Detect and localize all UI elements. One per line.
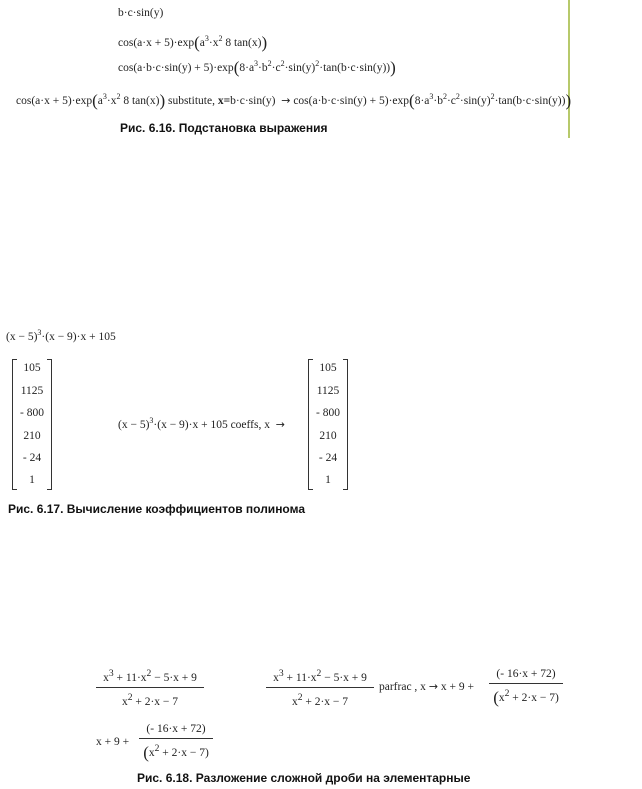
matrix-cell: 1125 <box>316 385 340 397</box>
expr-sub-exp2-b: 2 <box>267 59 272 68</box>
caption-fig-6-17: Рис. 6.17. Вычисление коэффициентов полинома <box>8 502 305 516</box>
fraction-bar <box>266 687 374 688</box>
matrix-bracket-left <box>308 359 313 490</box>
substitute-command[interactable] <box>16 92 571 108</box>
substitute-eq: = <box>223 95 231 107</box>
fraction-denominator: $x^2 + 2\cdot x - 7$ <box>121 691 179 708</box>
symbolic-arrow-icon: → <box>275 418 285 431</box>
cmd-a: a <box>97 95 103 107</box>
expr-sub-e: ·tan(b·c·sin(y)) <box>319 62 391 74</box>
fraction-definition[interactable] <box>96 667 204 709</box>
caption-fig-6-16: Рис. 6.16. Подстановка выражения <box>120 121 328 135</box>
poly-definition[interactable] <box>6 330 116 344</box>
poly-exp: 3 <box>37 328 42 337</box>
cmd-x: ·x <box>106 95 117 107</box>
result-exp2-d: 2 <box>490 92 495 101</box>
expr-sub-a: 8·a <box>239 62 255 74</box>
parfrac-keyword: parfrac , x <box>379 681 426 693</box>
coeffs-command[interactable] <box>118 418 285 432</box>
symbolic-arrow-icon: → <box>281 94 291 107</box>
expr-original[interactable] <box>118 34 267 50</box>
result-e: ·tan(b·c·sin(y)) <box>494 95 566 107</box>
expr-substituted[interactable] <box>118 59 396 75</box>
symbolic-arrow-icon: → <box>428 680 439 693</box>
expr-sub-lead: cos(a·b·c·sin(y) + 5)·exp <box>118 62 234 74</box>
expr-exp2: 2 <box>218 34 223 43</box>
paren-open: ( <box>194 33 200 52</box>
coeffs-keyword: coeffs, x <box>227 419 270 431</box>
expr-sub-exp2-c: 2 <box>280 59 285 68</box>
fraction-denominator: $x^2 + 2\cdot x - 7$ <box>291 691 349 708</box>
result-lead: x + 9 + <box>440 681 475 693</box>
poly-a: (x − 5) <box>6 331 38 343</box>
result-lead: cos(a·b·c·sin(y) + 5)·exp <box>293 95 410 107</box>
coeffs-matrix-result[interactable] <box>308 359 348 490</box>
cmd-8tan: 8 tan(x) <box>120 95 160 107</box>
region-boundary-line <box>568 0 570 138</box>
parfrac-result-lead[interactable] <box>96 735 129 749</box>
matrix-cell: 105 <box>23 362 41 374</box>
cmd-poly-exp: 3 <box>149 416 154 425</box>
expr-sub-b: ·b <box>258 62 268 74</box>
expr-sub-exp3: 3 <box>254 59 259 68</box>
substitute-rhs: b·c·sin(y) <box>230 95 276 107</box>
fraction-numerator: $x^3 + 11\cdot x^2 - 5\cdot x + 9$ <box>273 668 367 684</box>
matrix-bracket-right <box>343 359 348 490</box>
matrix-cell: - 800 <box>20 407 44 419</box>
parfrac-input-fraction[interactable] <box>266 667 374 709</box>
expr-sub-d: ·sin(y) <box>284 62 316 74</box>
parfrac-command[interactable] <box>379 680 474 694</box>
matrix-bracket-left <box>12 359 17 490</box>
expr-a: a <box>199 37 205 49</box>
cmd-exp3: 3 <box>102 92 107 101</box>
result-c: ·c <box>446 95 456 107</box>
expr-exp3: 3 <box>204 34 209 43</box>
matrix-bracket-right <box>47 359 52 490</box>
fraction-bar <box>139 738 213 739</box>
paren-close: ) <box>159 91 166 110</box>
expr-bcsin[interactable] <box>118 6 163 20</box>
paren-close: ) <box>261 33 268 52</box>
coeffs-matrix-left[interactable] <box>12 359 52 490</box>
paren-open: ( <box>409 91 415 110</box>
paren-close: ) <box>565 91 572 110</box>
fraction-denominator: $(x^2 + 2\cdot x - 7)$ <box>493 687 559 707</box>
expr-bcsin-text: b·c·sin(y) <box>118 7 164 19</box>
poly-b: ·(x − 9)·x + 105 <box>41 331 116 343</box>
cmd-poly-b: ·(x − 9)·x + 105 <box>153 419 228 431</box>
matrix-cell: 105 <box>319 362 337 374</box>
fraction-numerator: (- 16·x + 72) <box>496 668 556 680</box>
matrix-cell: 210 <box>23 430 41 442</box>
paren-close: ) <box>390 58 396 77</box>
fraction-numerator: $x^3 + 11\cdot x^2 - 5\cdot x + 9$ <box>103 668 197 684</box>
parfrac-result-fraction[interactable] <box>489 667 563 705</box>
result-exp3: 3 <box>429 92 434 101</box>
matrix-cell: - 24 <box>318 452 338 464</box>
result-d: ·sin(y) <box>459 95 491 107</box>
matrix-cell: - 24 <box>22 452 42 464</box>
expr-sub-c: ·c <box>271 62 281 74</box>
matrix-cell: - 800 <box>316 407 340 419</box>
result-b: ·b <box>433 95 443 107</box>
matrix-cell: 1 <box>325 474 331 486</box>
result-lead: x + 9 + <box>96 736 130 748</box>
fraction-numerator: (- 16·x + 72) <box>146 723 206 735</box>
paren-open: ( <box>233 58 240 77</box>
expr-x: ·x <box>208 37 219 49</box>
fraction-bar <box>96 687 204 688</box>
expr-8tan: 8 tan(x) <box>222 37 262 49</box>
result-a: 8·a <box>414 95 430 107</box>
fraction-bar <box>489 683 563 684</box>
paren-open: ( <box>92 91 98 110</box>
result-exp2-c: 2 <box>455 92 460 101</box>
cmd-lead: cos(a·x + 5)·exp <box>16 95 93 107</box>
result-exp2-b: 2 <box>442 92 447 101</box>
expr-sub-exp2-d: 2 <box>315 59 320 68</box>
matrix-cell: 1125 <box>20 385 44 397</box>
substitute-var: x <box>217 95 224 107</box>
substitute-keyword: substitute, <box>165 95 218 107</box>
cmd-exp2: 2 <box>116 92 121 101</box>
cmd-poly-a: (x − 5) <box>118 419 150 431</box>
fraction-denominator: $(x^2 + 2\cdot x - 7)$ <box>143 742 209 762</box>
matrix-cell: 210 <box>319 430 337 442</box>
matrix-cell: 1 <box>29 474 35 486</box>
expr-original-lead: cos(a·x + 5)·exp <box>118 37 195 49</box>
caption-fig-6-18: Рис. 6.18. Разложение сложной дроби на элементарные <box>137 771 471 785</box>
parfrac-result-standalone[interactable] <box>139 722 213 760</box>
